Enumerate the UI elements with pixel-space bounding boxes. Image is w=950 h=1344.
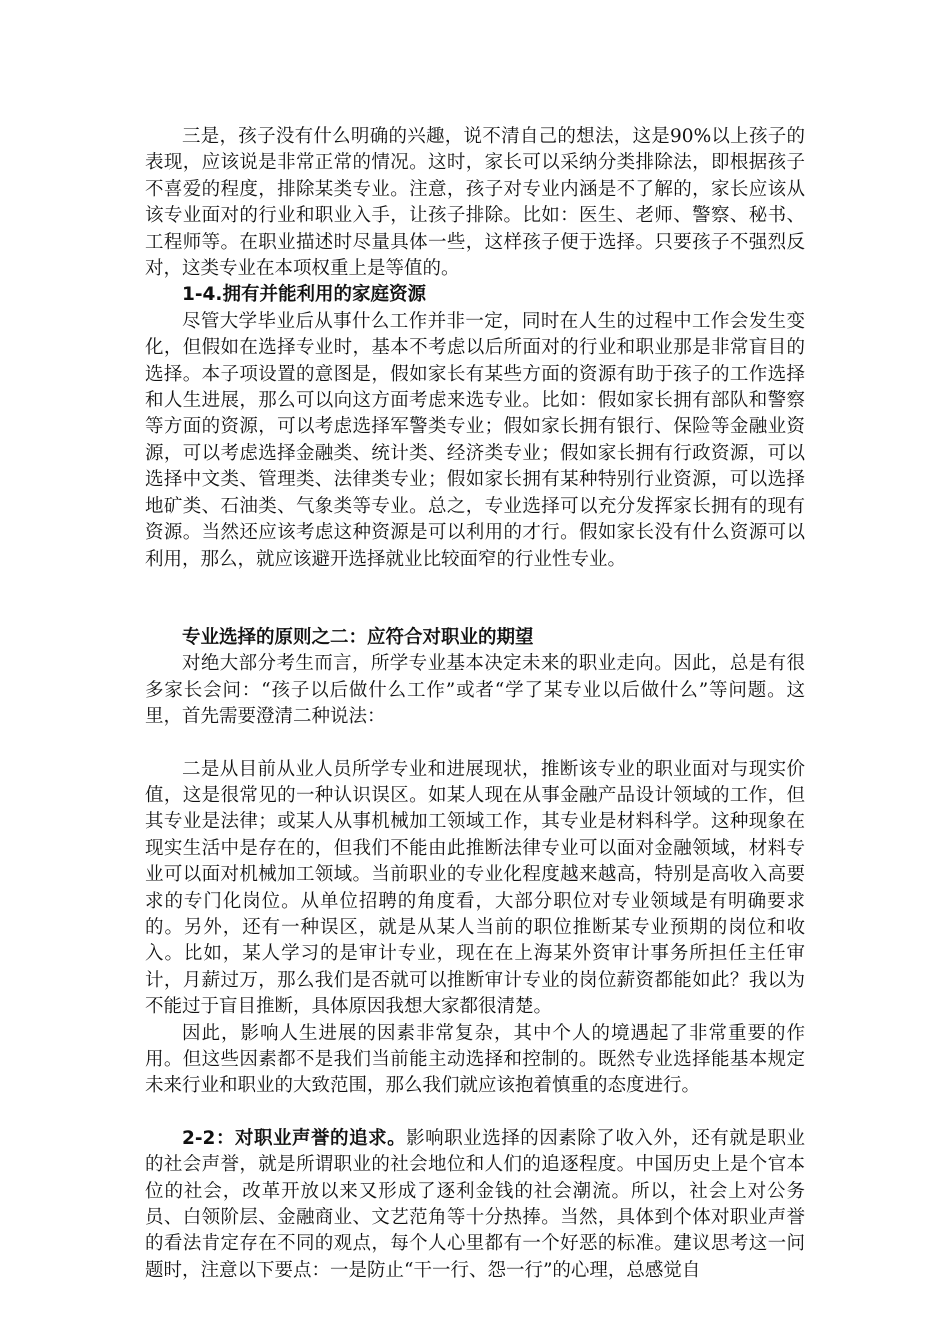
section-heading-family-resources: 1-4.拥有并能利用的家庭资源	[182, 284, 426, 306]
paragraph-interest: 三是，孩子没有什么明确的兴趣，说不清自己的想法，这是90%以上孩子的表现，应该说是非常正常的情况。这时，家长可以采纳分类排除法，即根据孩子不喜爱的程度，排除某类专业。注意，孩子对专业内涵是不了解的，家长应该从该专业面对的行业和职业入手，让孩子排除。比如：医生、老师、警察、秘书、工程师等。在职业描述时尽量具体一些，这样孩子便于选择。只要孩子不强烈反对，这类专业在本项权重上是等值的。	[145, 126, 805, 280]
paragraph-misconception: 二是从目前从业人员所学专业和进展现状，推断该专业的职业面对与现实价值，这是很常见的一种认识误区。如某人现在从事金融产品设计领域的工作，但其专业是法律；或某人从事机械加工领域工作，其专业是材料科学。这种现象在现实生活中是存在的，但我们不能由此推断法律专业可以面对金融领域，材料专业可以面对机械加工领域。当前职业的专业化程度越来越高，特别是高收入高要求的专门化岗位。从单位招聘的角度看，大部分职位对专业领域是有明确要求的。另外，还有一种误区，就是从某人当前的职位推断某专业预期的岗位和收入。比如，某人学习的是审计专业，现在在上海某外资审计事务所担任主任审计，月薪过万，那么我们是否就可以推断审计专业的岗位薪资都能如此？我以为不能过于盲目推断，具体原因我想大家都很清楚。	[145, 758, 805, 1018]
spacer	[145, 731, 805, 757]
section-heading-principle-two: 专业选择的原则之二：应符合对职业的期望	[182, 626, 534, 648]
paragraph-career-direction: 对绝大部分考生而言，所学专业基本决定未来的职业走向。因此，总是有很多家长会问：“孩子以后做什么工作”或者“学了某专业以后做什么”等问题。这里，首先需要澄清二种说法：	[145, 653, 805, 728]
paragraph-reputation-body: 影响职业选择的因素除了收入外，还有就是职业的社会声誉，就是所谓职业的社会地位和人们的追逐程度。中国历史上是个官本位的社会，改革开放以来又形成了逐利金钱的社会潮流。所以，社会上对公务员、白领阶层、金融商业、文艺范角等十分热捧。当然，具体到个体对职业声誉的看法肯定存在不同的观点，每个人心里都有一个好恶的标准。建议思考这一问题时，注意以下要点：一是防止“干一行、怨一行”的心理，总感觉自	[145, 1127, 805, 1281]
document-page	[145, 124, 805, 1284]
spacer	[145, 1100, 805, 1126]
paragraph-lead-reputation: 2-2：对职业声誉的追求。	[182, 1127, 407, 1149]
paragraph-family-resources: 尽管大学毕业后从事什么工作并非一定，同时在人生的过程中工作会发生变化，但假如在选择专业时，基本不考虑以后所面对的行业和职业那是非常盲目的选择。本子项设置的意图是，假如家长有某些方面的资源有助于孩子的工作选择和人生进展，那么可以向这方面考虑来选专业。比如：假如家长拥有部队和警察等方面的资源，可以考虑选择军警类专业；假如家长拥有银行、保险等金融业资源，可以考虑选择金融类、统计类、经济类专业；假如家长拥有行政资源，可以选择中文类、管理类、法律类专业；假如家长拥有某种特别行业资源，可以选择地矿类、石油类、气象类等专业。总之，专业选择可以充分发挥家长拥有的现有资源。当然还应该考虑这种资源是可以利用的才行。假如家长没有什么资源可以利用，那么，就应该避开选择就业比较面窄的行业性专业。	[145, 310, 805, 570]
paragraph-conclusion: 因此，影响人生进展的因素非常复杂，其中个人的境遇起了非常重要的作用。但这些因素都不是我们当前能主动选择和控制的。既然专业选择能基本规定未来行业和职业的大致范围，那么我们就应该抱着慎重的态度进行。	[145, 1022, 805, 1097]
paragraph-reputation	[145, 1126, 805, 1284]
spacer	[145, 573, 805, 625]
